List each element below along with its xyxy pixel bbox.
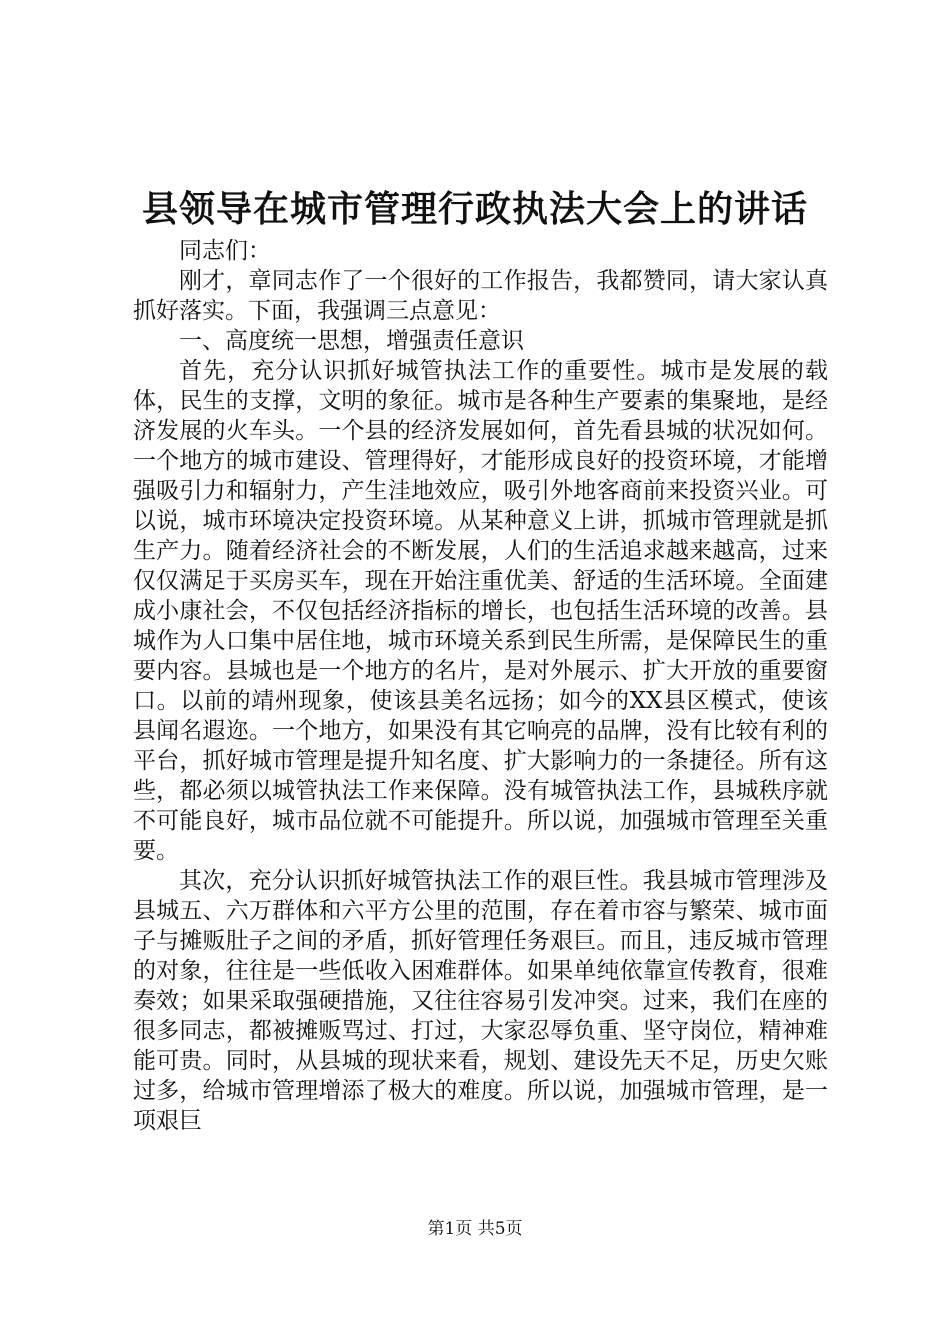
document-title: 县领导在城市管理行政执法大会上的讲话 — [141, 188, 808, 230]
section-heading: 一、高度统一思想，增强责任意识 — [179, 328, 524, 354]
body-paragraph: 其次，充分认识抓好城管执法工作的艰巨性。我县城市管理涉及县城五、六万群体和六平方公里的范围，存在着市容与繁荣、城市面子与摊贩肚子之间的矛盾，抓好管理任务艰巨。而且，违反城市管理的对象，往往是一些低收入困难群体。如果单纯依靠宣传教育，很难奏效；如果采取强硬措施，又往往容易引发冲突。过来，我们在座的很多同志，都被摊贩骂过、打过，大家忍辱负重、坚守岗位，精神难能可贵。同时，从县城的现状来看，规划、建设先天不足，历史欠账过多，给城市管理增添了极大的难度。所以说，加强城市管理，是一项艰巨 — [133, 868, 828, 1134]
salutation-paragraph: 同志们： — [179, 238, 271, 264]
page-number-footer: 第1页 共5页 — [427, 1219, 523, 1239]
intro-paragraph: 刚才，章同志作了一个很好的工作报告，我都赞同，请大家认真抓好落实。下面，我强调三点意见： — [133, 268, 828, 324]
document-body — [133, 236, 828, 1136]
body-paragraph: 首先，充分认识抓好城管执法工作的重要性。城市是发展的载体，民生的支撑，文明的象征。城市是各种生产要素的集聚地，是经济发展的火车头。一个县的经济发展如何，首先看县城的状况如何。一个地方的城市建设、管理得好，才能形成良好的投资环境，才能增强吸引力和辐射力，产生洼地效应，吸引外地客商前来投资兴业。可以说，城市环境决定投资环境。从某种意义上讲，抓城市管理就是抓生产力。随着经济社会的不断发展，人们的生活追求越来越高，过来仅仅满足于买房买车，现在开始注重优美、舒适的生活环境。全面建成小康社会，不仅包括经济指标的增长，也包括生活环境的改善。县城作为人口集中居住地，城市环境关系到民生所需，是保障民生的重要内容。县城也是一个地方的名片，是对外展示、扩大开放的重要窗口。以前的靖州现象，使该县美名远扬；如今的XX县区模式，使该县闻名遐迩。一个地方，如果没有其它响亮的品牌，没有比较有利的平台，抓好城市管理是提升知名度、扩大影响力的一条捷径。所有这些，都必须以城管执法工作来保障。没有城管执法工作，县城秩序就不可能良好，城市品位就不可能提升。所以说，加强城市管理至关重要。 — [133, 358, 828, 864]
